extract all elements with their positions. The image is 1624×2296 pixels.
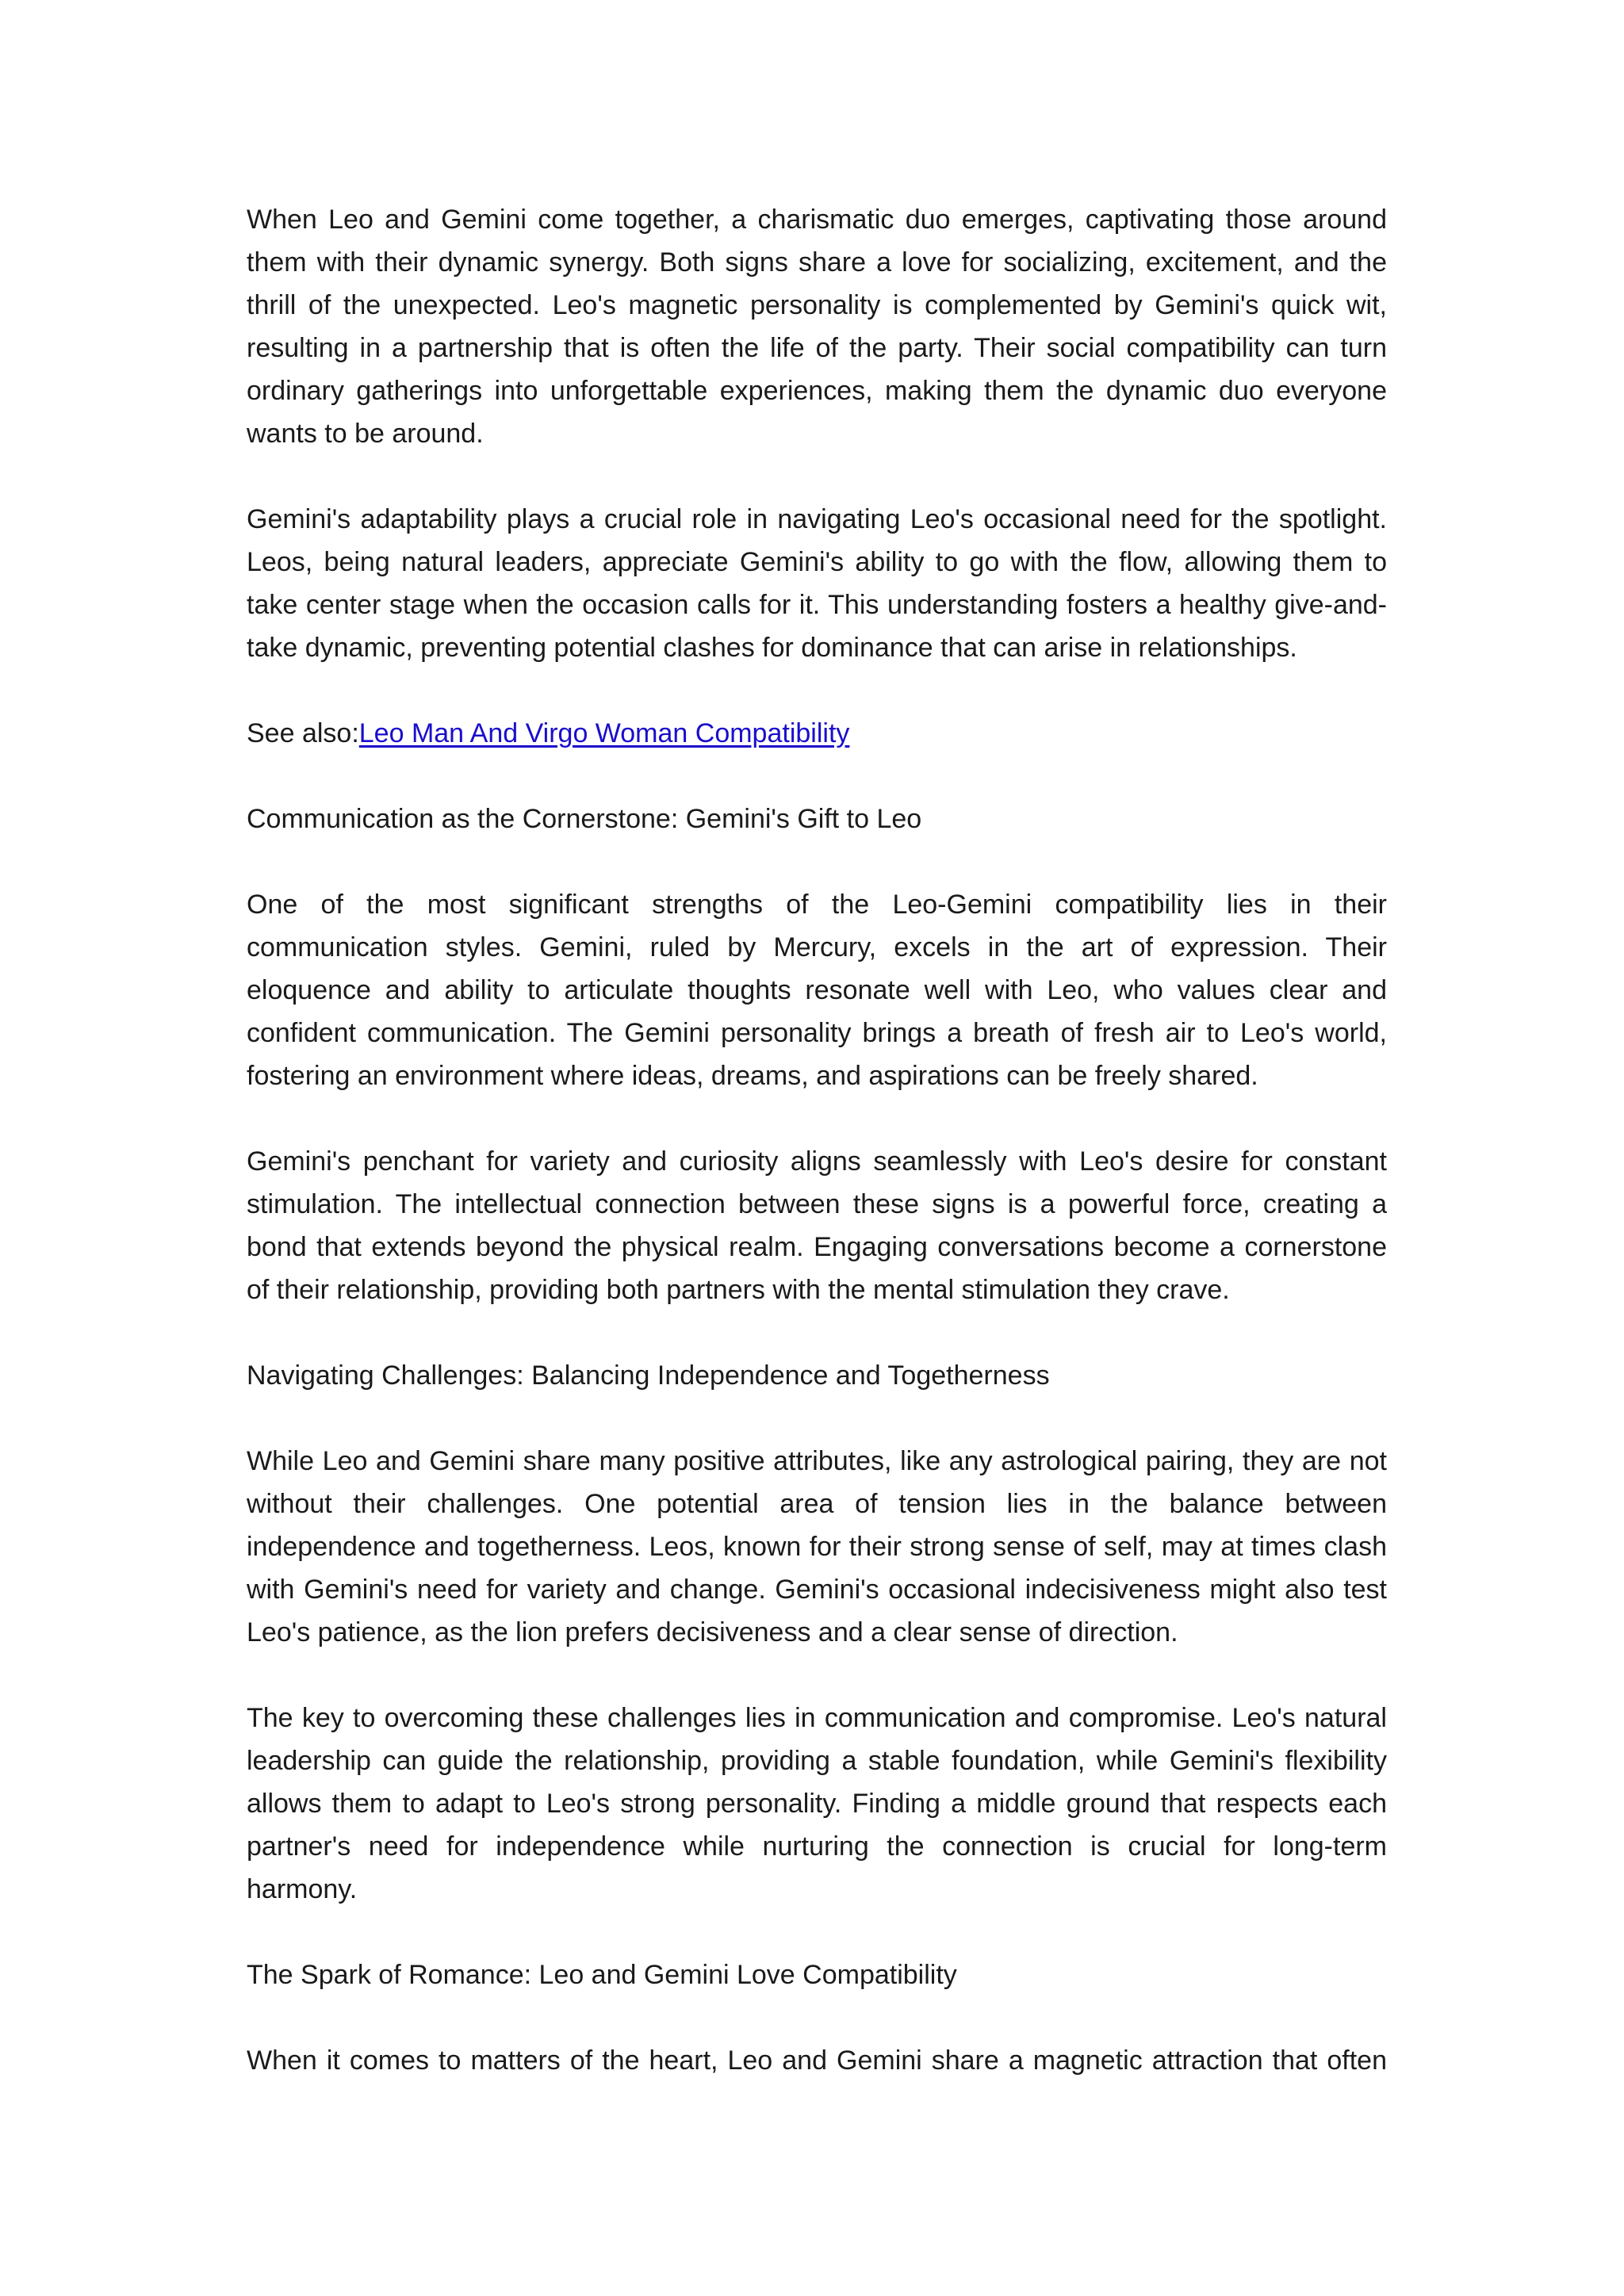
- see-also-prefix: See also:: [247, 718, 359, 748]
- paragraph-social-synergy: When Leo and Gemini come together, a charismatic duo emerges, captivating those around them with their dynamic synergy. Both signs share a love for socializing, excitement, and the thrill of the unexpected. Leo's magnetic personality is complemented by Gemini's quick wit, resulting in a partnership that is often the life of the party. Their social compatibility can turn ordinary gatherings into unforgettable experiences, making them the dynamic duo everyone wants to be around.: [247, 205, 1387, 449]
- paragraph-challenges: While Leo and Gemini share many positive attributes, like any astrological pairing, they are not without their challenges. One potential area of tension lies in the balance between independence and togetherness. Leos, known for their strong sense of self, may at times clash with Gemini's need for variety and change. Gemini's occasional indecisiveness might also test Leo's patience, as the lion prefers decisiveness and a clear sense of direction.: [247, 1446, 1387, 1647]
- paragraph-intellectual-connection: Gemini's penchant for variety and curiosity aligns seamlessly with Leo's desire for constant stimulation. The intellectual connection between these signs is a powerful force, creating a bond that extends beyond the physical realm. Engaging conversations become a cornerstone of their relationship, providing both partners with the mental stimulation they crave.: [247, 1146, 1387, 1305]
- paragraph-communication-styles: One of the most significant strengths of the Leo-Gemini compatibility lies in their communication styles. Gemini, ruled by Mercury, excels in the art of expression. Their eloquence and ability to articulate thoughts resonate well with Leo, who values clear and confident communication. The Gemini personality brings a breath of fresh air to Leo's world, fostering an environment where ideas, dreams, and aspirations can be freely shared.: [247, 890, 1387, 1091]
- section-heading-communication: Communication as the Cornerstone: Gemini's Gift to Leo: [247, 804, 922, 834]
- see-also-line: [247, 712, 1387, 755]
- section-heading-challenges: Navigating Challenges: Balancing Independence and Togetherness: [247, 1360, 1050, 1391]
- paragraph-adaptability: Gemini's adaptability plays a crucial role in navigating Leo's occasional need for the spotlight. Leos, being natural leaders, appreciate Gemini's ability to go with the flow, allowing them to take center stage when the occasion calls for it. This understanding fosters a healthy give-and-take dynamic, preventing potential clashes for dominance that can arise in relationships.: [247, 504, 1387, 663]
- paragraph-romance: When it comes to matters of the heart, Leo and Gemini share a magnetic attraction that often: [247, 2045, 1387, 2076]
- see-also-link[interactable]: Leo Man And Virgo Woman Compatibility: [358, 718, 850, 748]
- paragraph-compromise: The key to overcoming these challenges lies in communication and compromise. Leo's natural leadership can guide the relationship, providing a stable foundation, while Gemini's flexibility allows them to adapt to Leo's strong personality. Finding a middle ground that respects each partner's need for independence while nurturing the connection is crucial for long-term harmony.: [247, 1703, 1387, 1904]
- document-body: [247, 198, 1387, 2082]
- section-heading-romance: The Spark of Romance: Leo and Gemini Love Compatibility: [247, 1960, 957, 1990]
